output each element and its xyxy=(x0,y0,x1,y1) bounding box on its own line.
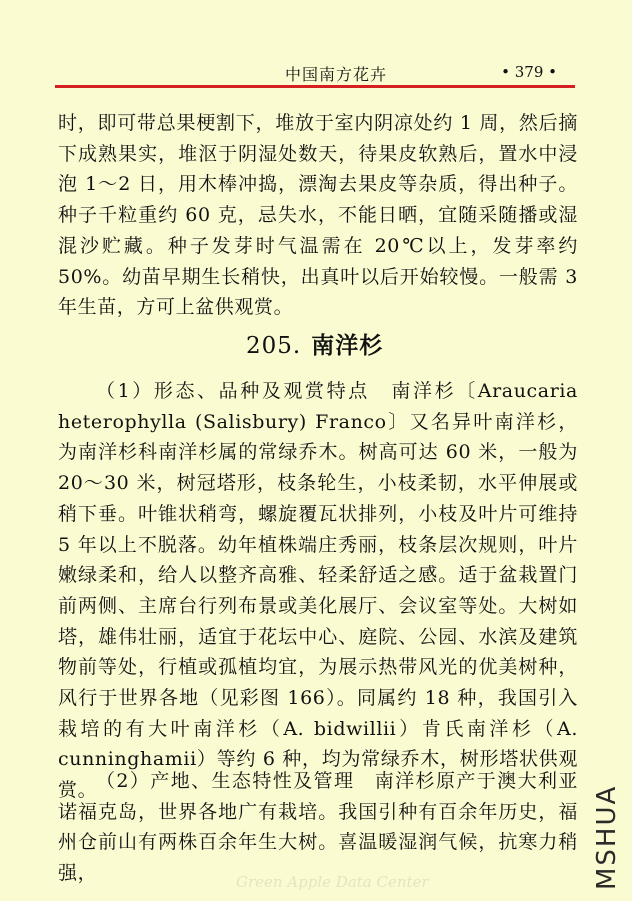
section-heading xyxy=(246,327,383,360)
section-number: 205. xyxy=(246,333,302,359)
header-rule xyxy=(55,85,575,88)
side-watermark: MSHUA xyxy=(592,784,622,890)
paragraph-continuation: 时，即可带总果梗割下，堆放于室内阴凉处约 1 周，然后摘下成熟果实，堆沤于阴湿处数天，待果皮软熟后，置水中浸泡 1～2 日，用木棒冲捣，漂淘去果皮等杂质，得出种子。种子千粒重约 60 克，忌失水，不能日晒，宜随采随播或湿混沙贮藏。种子发芽时气温需在 20℃以上，发芽率约 50%。幼苗早期生长稍快，出真叶以后开始较慢。一般需 3 年生苗，方可上盆供观赏。 xyxy=(58,112,578,319)
section-title: 南洋杉 xyxy=(311,333,384,359)
paragraph-habitat: （2）产地、生态特性及管理 南洋杉原产于澳大利亚诺福克岛，世界各地广有栽培。我国引种有百余年历史，福州仓前山有两株百余年生大树。喜温暖湿润气候，抗寒力稍强， xyxy=(58,770,578,885)
page-number: • 379 • xyxy=(501,63,557,81)
paragraph-morphology: （1）形态、品种及观赏特点 南洋杉〔Araucaria heterophylla (Salisbury) Franco〕又名异叶南洋杉，为南洋杉科南洋杉属的常绿乔木。树高可达 60 米，一般为 20～30 米，树冠塔形，枝条轮生，小枝柔韧，水平伸展或稍下垂。叶锥状稍弯，螺旋覆瓦状排列，小枝及叶片可维持 5 年以上不脱落。幼年植株端庄秀丽，枝条层次规则，叶片嫩绿柔和，给人以整齐高雅、轻柔舒适之感。适于盆栽置门前两侧、主席台行列布景或美化展厅、会议室等处。大树如塔，雄伟壮丽，适宜于花坛中心、庭院、公园、水滨及建筑物前等处，行植或孤植均宜，为展示热带风光的优美树种，风行于世界各地（见彩图 166）。同属约 18 种，我国引入栽培的有大叶南洋杉（A. bidwillii）肯氏南洋杉（A. cunninghamii）等约 6 种，均为常绿乔木，树形塔状供观赏。 xyxy=(58,380,578,802)
running-header xyxy=(55,62,575,84)
bottom-watermark: Green Apple Data Center xyxy=(236,873,429,891)
running-title: 中国南方花卉 xyxy=(285,65,388,84)
